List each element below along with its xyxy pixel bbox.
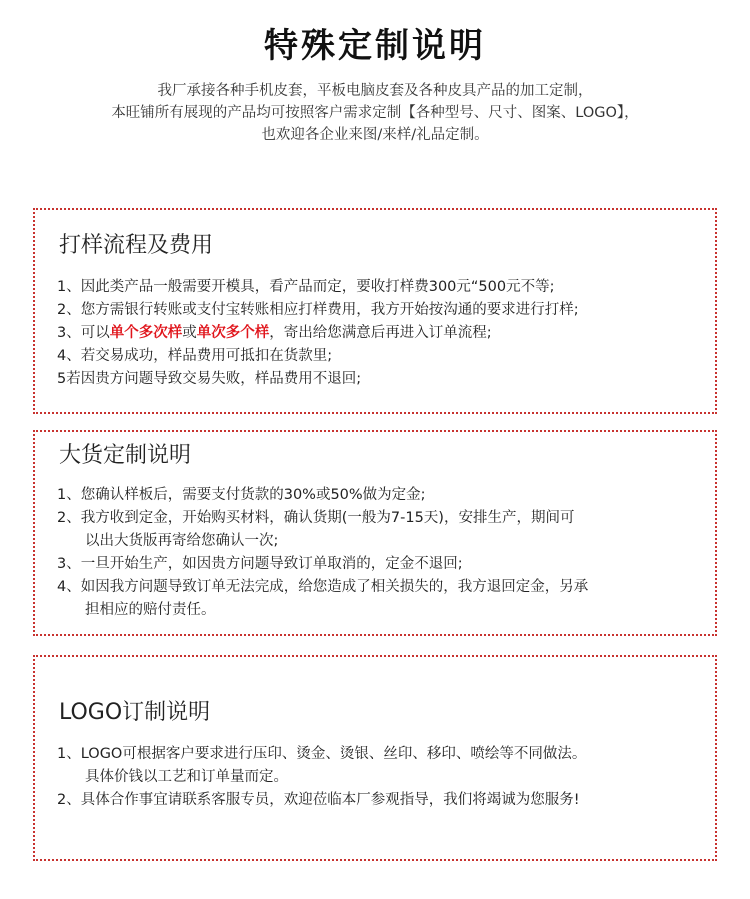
list-item: 3、一旦开始生产，如因贵方问题导致订单取消的，定金不退回; <box>57 556 463 572</box>
section-heading: 大货定制说明 <box>59 443 192 468</box>
section-lines <box>57 484 709 622</box>
list-item: 2、您方需银行转账或支付宝转账相应打样费用，我方开始按沟通的要求进行打样; <box>57 302 579 318</box>
list-item-text: 3、可以 <box>57 325 110 341</box>
list-item-continuation: 担相应的赔付责任。 <box>85 602 216 618</box>
logo-custom-section <box>33 655 717 861</box>
intro-line: 我厂承接各种手机皮套，平板电脑皮套及各种皮具产品的加工定制， <box>157 83 593 99</box>
intro-text <box>0 80 750 146</box>
list-item: 2、我方收到定金，开始购买材料，确认货期(一般为7-15天)，安排生产，期间可 <box>57 510 575 526</box>
list-item-text: 或 <box>182 325 197 341</box>
list-item: 1、您确认样板后，需要支付货款的30%或50%做为定金; <box>57 487 426 503</box>
list-item-continuation: 以出大货版再寄给您确认一次; <box>85 533 279 549</box>
intro-line: 本旺铺所有展现的产品均可按照客户需求定制【各种型号、尺寸、图案、LOGO】， <box>111 105 639 121</box>
intro-line: 也欢迎各企业来图/来样/礼品定制。 <box>261 127 489 143</box>
page-title: 特殊定制说明 <box>264 26 486 66</box>
list-item: 1、LOGO可根据客户要求进行压印、烫金、烫银、丝印、移印、喷绘等不同做法。 <box>57 746 587 762</box>
list-item-text: ，寄出给您满意后再进入订单流程; <box>269 325 492 341</box>
highlight-text: 单次多个样 <box>196 325 270 341</box>
list-item: 1、因此类产品一般需要开模具，看产品而定，要收打样费300元“500元不等; <box>57 279 555 295</box>
list-item-continuation: 具体价钱以工艺和订单量而定。 <box>85 769 288 785</box>
section-lines <box>57 276 709 391</box>
bulk-order-section <box>33 430 717 636</box>
highlight-text: 单个多次样 <box>109 325 183 341</box>
section-heading: 打样流程及费用 <box>59 233 214 258</box>
list-item <box>57 322 709 345</box>
list-item: 4、如因我方问题导致订单无法完成，给您造成了相关损失的，我方退回定金，另承 <box>57 579 589 595</box>
list-item: 5若因贵方问题导致交易失败，样品费用不退回; <box>57 371 362 387</box>
list-item: 2、具体合作事宜请联系客服专员，欢迎莅临本厂参观指导，我们将竭诚为您服务! <box>57 792 580 808</box>
sample-process-section <box>33 208 717 414</box>
section-heading: LOGO订制说明 <box>59 700 211 725</box>
section-lines <box>57 743 709 812</box>
list-item: 4、若交易成功，样品费用可抵扣在货款里; <box>57 348 333 364</box>
